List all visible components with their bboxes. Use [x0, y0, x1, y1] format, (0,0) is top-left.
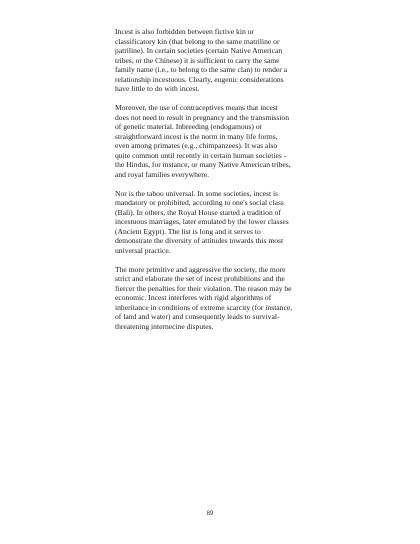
paragraph-fictive-kin: Incest is also forbidden between fictive kin or classificatory kin (that belong to the same matriline or patriline). In certain societies (certain Native American tribes, or the Chinese) it is sufficient to carry the same family name (i.e., to belong to the same clan) to render a relationship incestuous. Clearly, eugenic considerations have little to do with incest. — [115, 27, 288, 93]
body-text — [115, 27, 315, 341]
page-number: 89 — [206, 511, 214, 517]
paragraph-contraceptives: Moreover, the use of contraceptives means that incest does not need to result in pregnancy and the transmission of genetic material. Inbreeding (endogamous) or straightforward incest is the norm in many life forms, even among primates (e.g., chimpanzees). It was also quite common until recently in certain human societies - the Hindus, for instance, or many Native American tribes, and royal families everywhere. — [115, 103, 291, 179]
paragraph-primitive-society: The more primitive and aggressive the society, the more strict and elaborate the set of incest prohibitions and the fiercer the penalties for their violation. The reason may be economic. Incest interferes with rigid algorithms of inheritance in conditions of extreme scarcity (for instance, of land and water) and consequently leads to survival- threatening internecine disputes. — [115, 264, 293, 331]
paragraph-taboo-not-universal: Nor is the taboo universal. In some societies, incest is mandatory or prohibited, according to one's social class (Bali). In others, the Royal House started a tradition of incestuous marriages, later emulated by the lower classes (Ancient Egypt). The list is long and it serves to demonstrate the diversity of attitudes towards this most universal practice. — [115, 188, 289, 255]
